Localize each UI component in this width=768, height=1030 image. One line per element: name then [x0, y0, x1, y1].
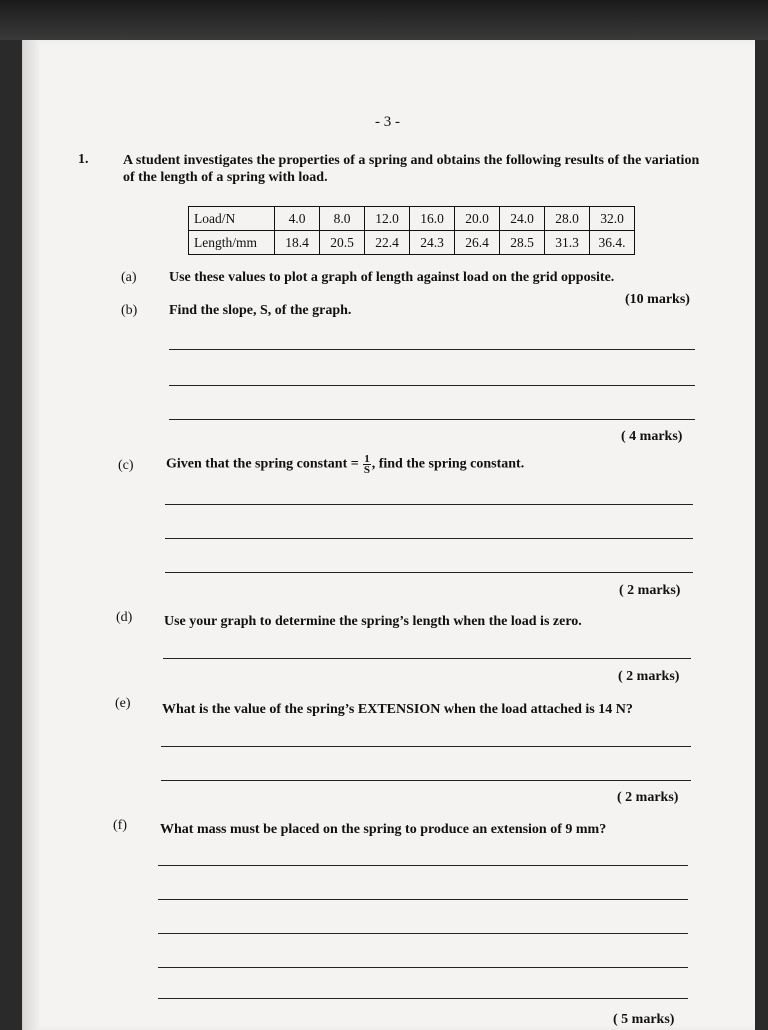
part-c-text-before: Given that the spring constant = [166, 456, 359, 472]
answer-line[interactable] [165, 572, 693, 573]
part-c-text-after: , find the spring constant. [371, 456, 525, 472]
length-value: 18.4 [275, 231, 320, 255]
part-a-marks: (10 marks) [625, 292, 690, 307]
answer-line[interactable] [169, 419, 695, 420]
part-e-text: What is the value of the spring’s EXTENSION when the load attached is 14 N? [162, 702, 633, 717]
part-b-text: Find the slope, S, of the graph. [169, 303, 352, 318]
load-value: 16.0 [410, 207, 455, 231]
load-row [189, 207, 635, 231]
length-header: Length/mm [189, 231, 275, 255]
load-value: 12.0 [365, 207, 410, 231]
page-number: - 3 - [375, 114, 400, 130]
part-f-marks: ( 5 marks) [613, 1012, 675, 1027]
load-value: 28.0 [545, 207, 590, 231]
part-d-text: Use your graph to determine the spring’s length when the load is zero. [164, 614, 582, 629]
part-f-text: What mass must be placed on the spring to produce an extension of 9 mm? [160, 822, 607, 837]
answer-line[interactable] [161, 746, 691, 747]
load-value: 20.0 [455, 207, 500, 231]
length-value: 22.4 [365, 231, 410, 255]
length-value: 36.4. [590, 231, 635, 255]
length-value: 24.3 [410, 231, 455, 255]
exam-page [22, 40, 755, 1030]
part-e-letter: (e) [115, 696, 131, 711]
length-row [189, 231, 635, 255]
load-value: 8.0 [320, 207, 365, 231]
part-c-text [166, 454, 524, 475]
answer-line[interactable] [169, 349, 695, 350]
part-a-text: Use these values to plot a graph of length against load on the grid opposite. [169, 270, 615, 285]
results-table [188, 206, 635, 255]
fraction-one-over-s [363, 454, 371, 475]
fraction-numerator: 1 [364, 453, 370, 465]
length-value: 28.5 [500, 231, 545, 255]
part-a-letter: (a) [121, 270, 137, 285]
part-b-marks: ( 4 marks) [621, 429, 683, 444]
answer-line[interactable] [165, 504, 693, 505]
answer-line[interactable] [158, 933, 688, 934]
length-value: 26.4 [455, 231, 500, 255]
answer-line[interactable] [169, 385, 695, 386]
load-value: 32.0 [590, 207, 635, 231]
page-binding-edge [23, 40, 39, 1030]
part-e-marks: ( 2 marks) [617, 790, 679, 805]
answer-line[interactable] [163, 658, 691, 659]
answer-line[interactable] [161, 780, 691, 781]
load-value: 4.0 [275, 207, 320, 231]
question-number: 1. [78, 152, 89, 167]
answer-line[interactable] [165, 538, 693, 539]
load-header: Load/N [189, 207, 275, 231]
part-c-marks: ( 2 marks) [619, 583, 681, 598]
part-c-letter: (c) [118, 458, 134, 473]
answer-line[interactable] [158, 865, 688, 866]
answer-line[interactable] [158, 998, 688, 999]
part-b-letter: (b) [121, 303, 138, 318]
answer-line[interactable] [158, 899, 688, 900]
part-f-letter: (f) [113, 818, 127, 833]
answer-line[interactable] [158, 967, 688, 968]
part-d-letter: (d) [116, 610, 133, 625]
background-edge [0, 0, 768, 40]
fraction-denominator: S [363, 464, 371, 476]
load-value: 24.0 [500, 207, 545, 231]
length-value: 20.5 [320, 231, 365, 255]
part-d-marks: ( 2 marks) [618, 669, 680, 684]
length-value: 31.3 [545, 231, 590, 255]
question-intro: A student investigates the properties of a spring and obtains the following results of the variation of the length of a spring with load. [123, 153, 700, 185]
